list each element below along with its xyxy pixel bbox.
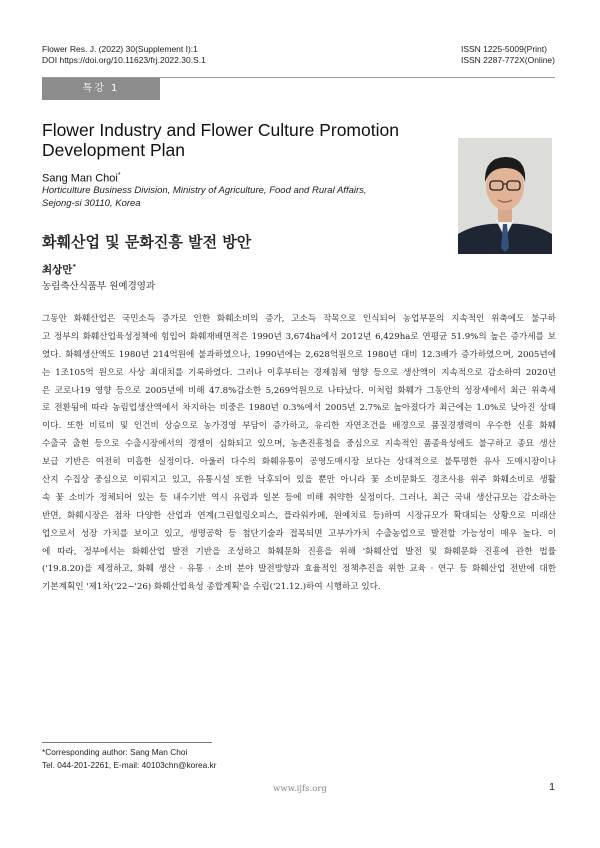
abstract-line: 로 전환됨에 따라 농림업생산액에서 차지하는 비중은 1980년 0.3%에서 2005년 2.7%로 높아졌다가 최근에는 1.0%로 낮아진 상태: [42, 403, 556, 414]
abstract-line: 업으로서 성장 가치를 보이고 있고, 생명공학 등 첨단기술과 접목되면 고부가가치 수출농업으로 발전할 가능성이 매우 높다. 이: [42, 528, 556, 539]
affiliation-line-1: Horticulture Business Division, Ministry of Agriculture, Food and Rural Affairs,: [42, 185, 367, 196]
title-line-2: Development Plan: [42, 140, 185, 160]
abstract-line: 반면, 화훼시장은 점차 다양한 산업과 연계(그린힐링오피스, 플라워카페, 원예치료 등)하여 시장규모가 확대되는 상황으로 미래산: [42, 510, 556, 521]
abstract-body: [42, 311, 556, 597]
korean-author-mark: *: [72, 262, 76, 271]
issn-print: ISSN 1225-5009(Print): [460, 44, 547, 54]
journal-volume-line: Flower Res. J. (2022) 30(Supplement I):1: [42, 44, 198, 54]
abstract-line: 그동안 화훼산업은 국민소득 증가로 인한 화훼소비의 증가, 고소득 작목으로 인식되어 농업부문의 지속적인 위축에도 불구하: [42, 314, 556, 324]
korean-affiliation: 농림축산식품부 원예경영과: [42, 281, 156, 292]
author-photo: [458, 138, 552, 254]
footnote-line-2[interactable]: Tel. 044-201-2261, E-mail: 40103chn@korea.kr: [42, 759, 217, 770]
korean-author-name: 최상만: [42, 264, 73, 276]
abstract-line: 였다. 화훼생산액도 1980년 214억원에 불과하였으나, 1990년에는 2,628억원으로 1980년 대비 12.3배가 증가하였으며, 2005년에: [42, 349, 556, 360]
article-title: [42, 120, 432, 160]
abstract-line: 수출국 출현 등으로 수출시장에서의 경쟁이 심화되고 있으며, 농촌진흥청을 중심으로 지속적인 품종육성에도 불구하고 종묘 생산: [42, 439, 556, 450]
korean-author: [42, 262, 76, 277]
abstract-line: 기본계획인 '제1차('22~'26) 화훼산업육성 종합계획'을 수립('21.12.)하여 시행하고 있다.: [42, 582, 381, 593]
page-number: 1: [549, 781, 555, 793]
title-line-1: Flower Industry and Flower Culture Promotion: [42, 120, 399, 140]
abstract-line: 는 1조105억 원으로 사상 최대치를 기록하였다. 그러나 이후부터는 경제침체 영향 등으로 생산액이 지속적으로 감소하여 2020년: [42, 367, 556, 378]
issn-block: [461, 44, 555, 66]
abstract-line: 이다. 또한 비료비 및 인건비 상승으로 농가경영 부담이 증가하고, 유리한 자연조건을 배경으로 품질경쟁력이 우수한 신흥 화훼: [42, 421, 556, 432]
author-mark: *: [117, 172, 121, 179]
journal-doi-line[interactable]: DOI https://doi.org/10.11623/frj.2022.30.S.1: [42, 55, 206, 65]
author-name-text: Sang Man Choi: [42, 172, 118, 185]
korean-title: 화훼산업 및 문화진흥 발전 방안: [42, 233, 252, 251]
abstract-line: 보급 기반은 여전히 미흡한 실정이다. 아울러 다수의 화훼유통이 공영도매시장 보다는 상대적으로 불투명한 유사 도매시장이나: [42, 457, 556, 468]
section-tag: 특강 1: [42, 78, 160, 100]
footnote-line-1: *Corresponding author: Sang Man Choi: [42, 747, 188, 757]
issn-online: ISSN 2287-772X(Online): [460, 55, 555, 65]
journal-citation: [42, 44, 206, 66]
footnote-divider: [42, 742, 212, 743]
abstract-line: 은 코로나19 영향 등으로 2005년에 비해 47.8%감소한 5,269억원으로 나타났다. 이처럼 화훼가 그동안의 성장세에서 최근 위축세: [42, 385, 556, 396]
journal-url[interactable]: www.ijfs.org: [273, 784, 327, 794]
author-portrait-image: [458, 138, 552, 254]
abstract-line: 에 따라, 정부에서는 화훼산업 발전 기반을 조성하고 화훼문화 진흥을 위해 '화훼산업 발전 및 화훼문화 진흥에 관한 법률: [42, 546, 556, 557]
abstract-line: 고 정부의 화훼산업육성정책에 힘입어 화훼재배면적은 1990년 3,674ha에서 2012년 6,429ha로 연평균 51.9%의 높은 증가세를 보: [42, 331, 556, 342]
author-name: [42, 172, 121, 185]
abstract-line: 속 꽃 소비가 정체되어 있는 등 내수기반 역시 유럽과 일본 등에 비해 취약한 실정이다. 그러나, 최근 국내 생산규모는 감소하는: [42, 492, 556, 503]
corresponding-author-footnote: [42, 746, 216, 771]
abstract-line: 산지 수집상 중심으로 이뤄지고 있고, 유통시설 또한 낙후되어 있을 뿐만 아니라 꽃 소비문화도 경조사용 위주 화훼소비로 생활: [42, 475, 556, 486]
author-affiliation: [42, 185, 442, 210]
affiliation-line-2: Sejong-si 30110, Korea: [42, 197, 141, 209]
abstract-line: ('19.8.20)을 제정하고, 화훼 생산 · 유통 · 소비 분야 발전방향과 효율적인 정책추진을 위한 교육 · 연구 등 화훼산업 전반에 대한: [42, 564, 556, 575]
